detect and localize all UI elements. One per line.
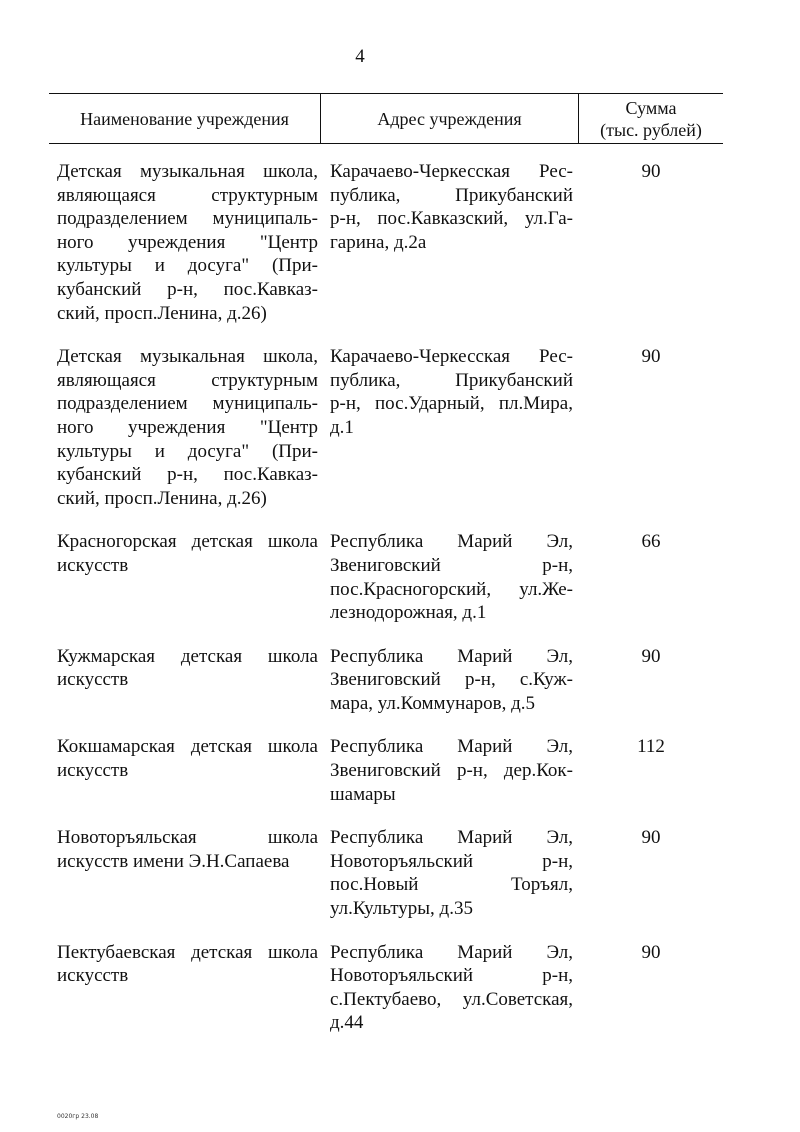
institution-address-line: Республика Марий Эл, [330,941,573,963]
institution-name-cell [49,160,324,325]
institution-name-line: культуры и досуга" (При- [57,440,318,462]
institution-address-cell [324,826,579,920]
footer-code: 0020гр 23.08 [57,1113,99,1120]
sum-cell: 90 [641,161,661,182]
institution-address-cell [324,160,579,325]
institution-address-cell [324,345,579,510]
institution-address-line: Республика Марий Эл, [330,645,573,667]
institution-address-line: Звениговский р-н, [330,554,573,576]
institution-address-line: лезнодорожная, д.1 [330,602,487,624]
sum-cell: 112 [637,736,665,758]
header-sum-unit: (тыс. рублей) [600,119,702,140]
institution-name-line: являющаяся структурным [57,184,318,206]
institution-address-line: р-н, пос.Ударный, пл.Мира, [330,393,573,415]
institution-name-line: Пектубаевская детская школа [57,941,318,963]
sum-cell: 90 [641,941,661,963]
institution-address-line: Звениговский р-н, с.Куж- [330,669,573,691]
institution-name-line: искусств [57,965,129,987]
institution-name-line: ного учреждения "Центр [57,231,318,253]
institution-address-line: Новоторъяльский р-н, [330,965,573,987]
institution-name-line: Детская музыкальная школа, [57,346,318,368]
table-body [49,144,723,1035]
institution-name-cell [49,530,324,624]
table-row [49,160,723,325]
institution-address-line: шамары [330,783,396,805]
institution-address-line: Звениговский р-н, дер.Кок- [330,760,573,782]
institution-address-cell [324,735,579,806]
institution-name-line: кубанский р-н, пос.Кавказ- [57,278,318,300]
institution-address-line: с.Пектубаево, ул.Советская, [330,988,573,1010]
institution-address-line: д.44 [330,1012,364,1034]
institution-name-cell [49,645,324,716]
institution-address-line: пос.Красногорский, ул.Же- [330,578,573,600]
institution-address-line: р-н, пос.Кавказский, ул.Га- [330,208,573,230]
institution-name-line: искусств [57,669,129,691]
institution-address-line: гарина, д.2а [330,231,427,253]
institution-address-line: Республика Марий Эл, [330,827,573,849]
table-row [49,345,723,510]
institution-address-line: Республика Марий Эл, [330,736,573,758]
institution-name-line: Детская музыкальная школа, [57,161,318,182]
header-sum [579,94,723,143]
institution-name-line: ский, просп.Ленина, д.26) [57,487,267,509]
institution-name-line: Красногорская детская школа [57,531,318,553]
sum-cell: 66 [641,531,661,553]
institution-name-line: Кужмарская детская школа [57,645,318,667]
institution-address-cell [324,530,579,624]
institution-name-line: кубанский р-н, пос.Кавказ- [57,464,318,486]
institution-name-line: искусств [57,760,129,782]
institution-address-line: мара, ул.Коммунаров, д.5 [330,692,536,714]
table-row [49,530,723,624]
institution-name-cell [49,826,324,920]
sum-cell: 90 [641,827,661,849]
table-row [49,645,723,716]
institution-address-line: публика, Прикубанский [330,369,573,391]
table-header [49,93,723,144]
institution-address-line: Карачаево-Черкесская Рес- [330,161,573,182]
institution-name-line: являющаяся структурным [57,369,318,391]
institution-address-line: Карачаево-Черкесская Рес- [330,346,573,368]
institution-address-cell [324,645,579,716]
institution-address-cell [324,941,579,1035]
institution-address-line: пос.Новый Торъял, [330,874,573,896]
page-number: 4 [355,46,365,67]
institution-name-line: Новоторъяльская школа [57,827,318,849]
sum-cell: 90 [641,346,661,368]
header-name: Наименование учреждения [49,94,321,143]
header-address: Адрес учреждения [321,94,579,143]
institution-name-line: культуры и досуга" (При- [57,255,318,277]
institution-name-cell [49,941,324,1035]
institution-name-line: подразделением муниципаль- [57,208,318,230]
institution-address-line: публика, Прикубанский [330,184,573,206]
institution-name-cell [49,735,324,806]
table-row [49,941,723,1035]
institution-address-line: Республика Марий Эл, [330,531,573,553]
institution-name-line: искусств имени Э.Н.Сапаева [57,850,290,872]
institution-address-line: д.1 [330,416,354,438]
institution-name-cell [49,345,324,510]
sum-cell: 90 [641,645,661,667]
institution-address-line: ул.Культуры, д.35 [330,898,473,920]
institution-name-line: ного учреждения "Центр [57,416,318,438]
institution-address-line: Новоторъяльский р-н, [330,850,573,872]
institution-name-line: Кокшамарская детская школа [57,736,318,758]
institution-name-line: подразделением муниципаль- [57,393,318,415]
institution-name-line: искусств [57,554,129,576]
institution-name-line: ский, просп.Ленина, д.26) [57,302,267,324]
table-row [49,826,723,920]
funding-table [49,93,723,1055]
header-sum-line: Сумма [625,97,677,118]
table-row [49,735,723,806]
